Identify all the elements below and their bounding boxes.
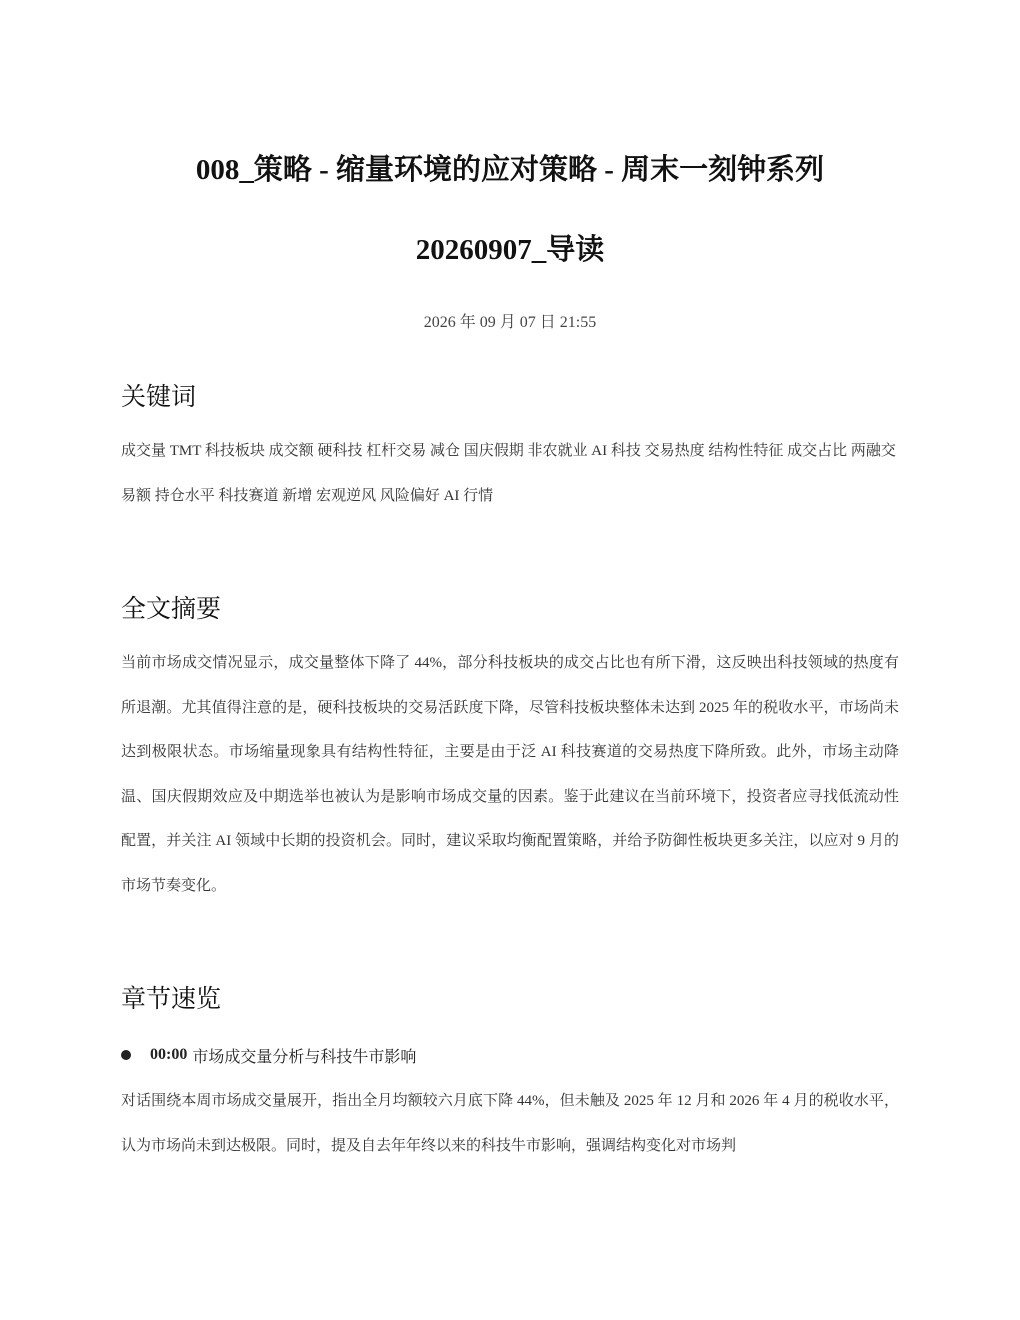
document-datetime: 2026 年 09 月 07 日 21:55 bbox=[423, 314, 597, 331]
chapter-timestamp: 00:00 bbox=[150, 1046, 188, 1063]
keyword: 宏观逆风 bbox=[316, 487, 377, 504]
keyword: 新增 bbox=[282, 487, 313, 504]
keyword: 杠杆交易 bbox=[366, 443, 427, 459]
keyword: 成交额 bbox=[268, 443, 314, 459]
keyword: 科技赛道 bbox=[218, 487, 279, 504]
keyword: 结构性特征 bbox=[708, 443, 784, 459]
chapters-heading: 章节速览 bbox=[121, 986, 222, 1013]
keyword: 持仓水平 bbox=[154, 487, 215, 504]
keyword: 成交占比 bbox=[787, 443, 848, 459]
chapter-item bbox=[121, 1042, 416, 1068]
keywords-list bbox=[121, 429, 899, 518]
document-title-line2: 20260907_导读 bbox=[415, 234, 605, 266]
keyword: AI 行情 bbox=[443, 487, 494, 504]
keywords-heading: 关键词 bbox=[121, 384, 197, 411]
keyword: 两融交易额 bbox=[121, 443, 896, 504]
keyword: 减仓 bbox=[429, 443, 460, 459]
keyword: 国庆假期 bbox=[463, 443, 524, 459]
keyword: 风险偏好 bbox=[379, 487, 440, 504]
keyword: 非农就业 bbox=[527, 443, 588, 459]
document-title-line1: 008_策略 - 缩量环境的应对策略 - 周末一刻钟系列 bbox=[195, 154, 825, 186]
summary-heading: 全文摘要 bbox=[121, 596, 222, 623]
keyword: 成交量 bbox=[121, 443, 167, 459]
summary-text: 当前市场成交情况显示，成交量整体下降了 44%，部分科技板块的成交占比也有所下滑，这反映出科技领域的热度有所退潮。尤其值得注意的是，硬科技板块的交易活跃度下降，尽管科技板块整体未达到 2025 年的税收水平，市场尚未达到极限状态。市场缩量现象具有结构性特征，主要是由于泛 AI 科技赛道的交易热度下降所致。此外，市场主动降温、国庆假期效应及中期选举也被认为是影响市场成交量的因素。鉴于此建议在当前环境下，投资者应寻找低流动性配置，并关注 AI 领域中长期的投资机会。同时，建议采取均衡配置策略，并给予防御性板块更多关注，以应对 9 月的市场节奏变化。 bbox=[121, 655, 899, 894]
keyword: TMT 科技板块 bbox=[169, 443, 265, 459]
bullet-icon bbox=[121, 1050, 131, 1060]
keyword: AI 科技 bbox=[591, 443, 641, 459]
keyword: 硬科技 bbox=[317, 443, 363, 459]
keyword: 交易热度 bbox=[644, 443, 705, 459]
chapter-title: 市场成交量分析与科技牛市影响 bbox=[192, 1048, 417, 1066]
chapter-text: 对话围绕本周市场成交量展开，指出全月均额较六月底下降 44%，但未触及 2025 年 12 月和 2026 年 4 月的税收水平，认为市场尚未到达极限。同时，提及自去年年终以来的科技牛市影响，强调结构变化对市场判 bbox=[121, 1093, 899, 1154]
